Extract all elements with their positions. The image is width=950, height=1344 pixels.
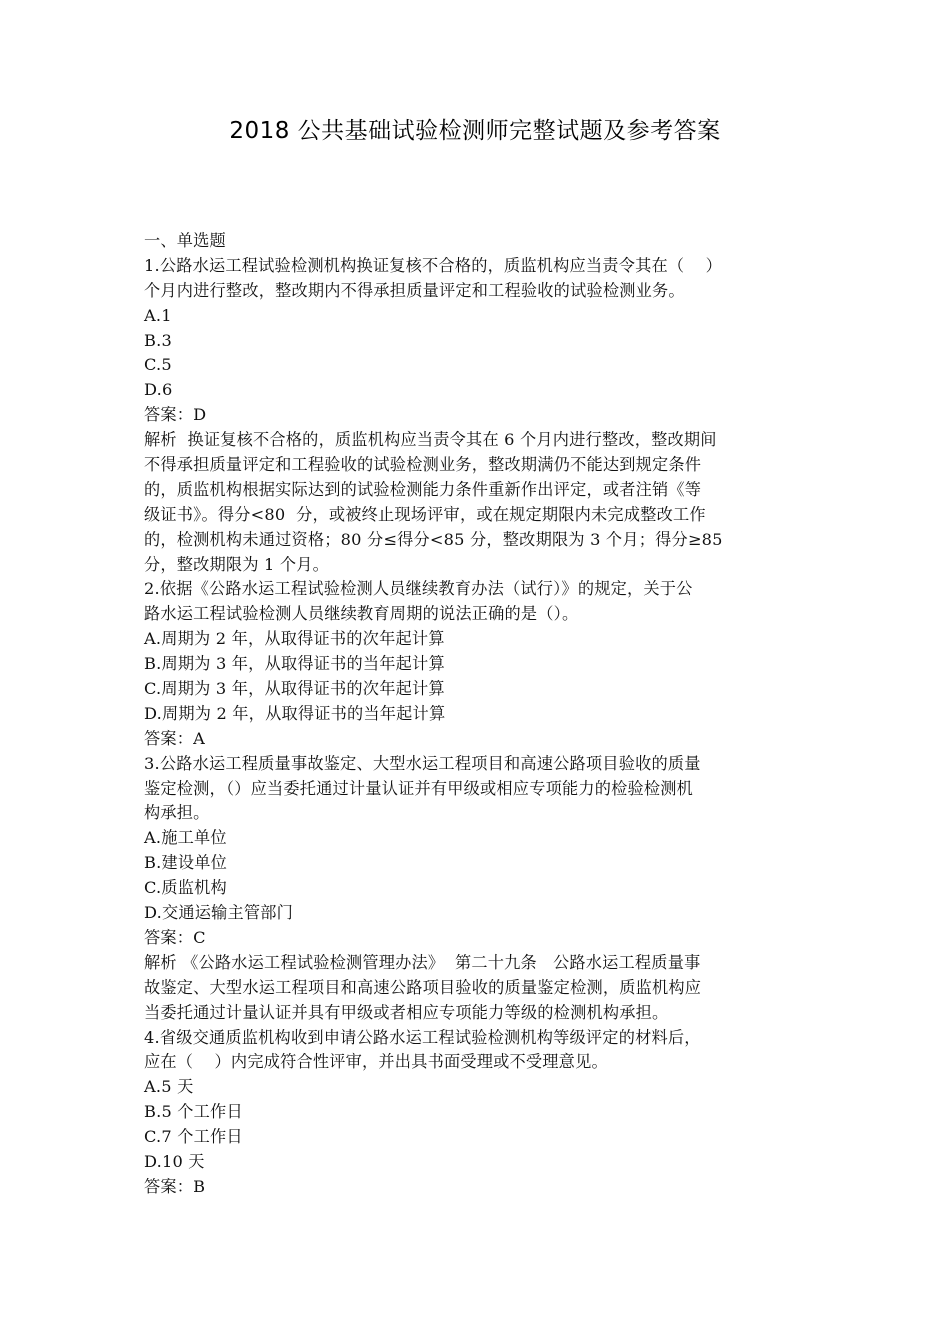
text-line: B.3: [144, 330, 172, 350]
text-line: 2.依据《公路水运工程试验检测人员继续教育办法（试行）》的规定，关于公: [144, 579, 693, 599]
text-line: 不得承担质量评定和工程验收的试验检测业务，整改期满仍不能达到规定条件: [144, 455, 702, 475]
text-line: 4.省级交通质监机构收到申请公路水运工程试验检测机构等级评定的材料后，: [144, 1027, 701, 1047]
document-body: [144, 229, 810, 1200]
text-line: C.周期为 3 年，从取得证书的次年起计算: [144, 679, 445, 699]
text-line: C.质监机构: [144, 878, 227, 898]
text-line: D.10 天: [144, 1151, 205, 1171]
text-line: 3.公路水运工程质量事故鉴定、大型水运工程项目和高速公路项目验收的质量: [144, 753, 701, 773]
text-line: 答案：B: [144, 1176, 206, 1196]
text-line: 答案：D: [144, 405, 207, 425]
text-line: 一、单选题: [144, 231, 226, 250]
text-line: 鉴定检测，（）应当委托通过计量认证并有甲级或相应专项能力的检验检测机: [144, 778, 694, 798]
text-line: 路水运工程试验检测人员继续教育周期的说法正确的是（）。: [144, 604, 579, 624]
text-line: B.5 个工作日: [144, 1102, 243, 1122]
text-line: 个月内进行整改，整改期内不得承担质量评定和工程验收的试验检测业务。: [144, 280, 685, 300]
text-line: B.周期为 3 年，从取得证书的当年起计算: [144, 654, 445, 674]
text-line: 应在（ ）内完成符合性评审，并出具书面受理或不受理意见。: [144, 1052, 608, 1072]
text-line: C.5: [144, 355, 172, 375]
text-line: D.6: [144, 380, 173, 400]
text-line: 解析 《公路水运工程试验检测管理办法》 第二十九条 公路水运工程质量事: [144, 952, 701, 972]
text-line: 的，质监机构根据实际达到的试验检测能力条件重新作出评定，或者注销《等: [144, 479, 702, 499]
text-line: 当委托通过计量认证并具有甲级或者相应专项能力等级的检测机构承担。: [144, 1002, 669, 1022]
text-line: A.1: [144, 305, 172, 325]
text-line: 分，整改期限为 1 个月。: [144, 554, 330, 574]
text-line: 故鉴定、大型水运工程项目和高速公路项目验收的质量鉴定检测，质监机构应: [144, 977, 702, 997]
text-line: 级证书》。得分<80 分，或被终止现场评审，或在规定期限内未完成整改工作: [144, 504, 706, 524]
text-line: 构承担。: [144, 803, 210, 823]
text-line: A.周期为 2 年，从取得证书的次年起计算: [144, 629, 445, 649]
text-line: 解析 换证复核不合格的，质监机构应当责令其在 6 个月内进行整改，整改期间: [144, 430, 717, 450]
text-line: D.交通运输主管部门: [144, 903, 294, 923]
text-line: 的，检测机构未通过资格；80 分≤得分<85 分，整改期限为 3 个月；得分≥85: [144, 529, 723, 549]
text-line: 答案：C: [144, 927, 206, 947]
text-line: B.建设单位: [144, 853, 227, 873]
text-line: C.7 个工作日: [144, 1127, 243, 1147]
text-line: A.施工单位: [144, 828, 227, 848]
text-line: 1.公路水运工程试验检测机构换证复核不合格的，质监机构应当责令其在（ ）: [144, 255, 723, 275]
text-line: A.5 天: [144, 1077, 194, 1097]
text-line: 答案：A: [144, 728, 206, 748]
text-line: D.周期为 2 年，从取得证书的当年起计算: [144, 703, 446, 723]
document-title: 2018 公共基础试验检测师完整试题及参考答案: [229, 118, 721, 144]
